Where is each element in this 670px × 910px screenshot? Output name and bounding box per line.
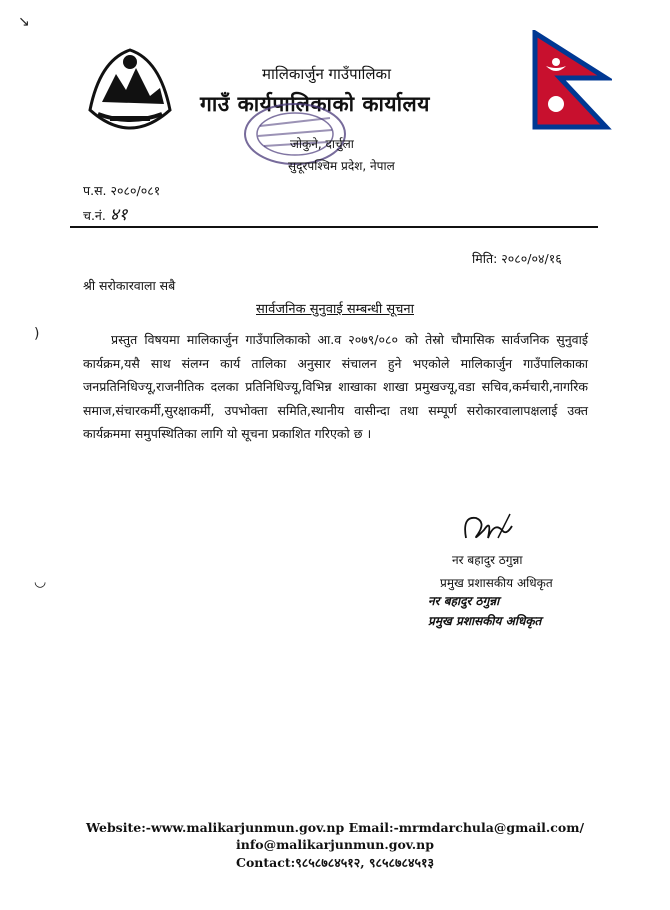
footer-website-email: Website:-www.malikarjunmun.gov.np Email:-mrmdarchula@gmail.com/ bbox=[85, 820, 585, 835]
cn-number bbox=[83, 202, 128, 225]
letter-body: प्रस्तुत विषयमा मालिकार्जुन गाउँपालिकाको आ.व २०७९/०८० को तेस्रो चौमासिक सार्वजनिक सुनुवाई कार्यक्रम,यसै साथ संलग्न कार्य तालिका अनुसार संचालन हुने भएकोले मालिकार्जुन गाउँपालिकाका जनप्रतिनिधिज्यू,राजनीतिक दलका प्रतिनिधिज्यू,विभिन्न शाखाका शाखा प्रमुखज्यू,वडा सचिव,कर्मचारी,नागरिक समाज,संचारकर्मी,सुरक्षाकर्मी, उपभोक्ता समिति,स्थानीय वासीन्दा तथा सम्पूर्ण सरोकारवालापक्षलाई उक्त कार्यक्रममा समुपस्थितिका लागि यो सूचना प्रकाशित गरिएको छ । bbox=[83, 332, 588, 441]
nepal-emblem-icon bbox=[80, 40, 180, 132]
punch-mark: ◡ bbox=[34, 574, 47, 590]
ps-number bbox=[83, 182, 160, 199]
header-divider bbox=[70, 226, 598, 228]
letter-date bbox=[472, 250, 562, 267]
office-province: सुदूरपश्चिम प्रदेश, नेपाल bbox=[288, 159, 395, 173]
name-stamp: नर बहादुर ठगुन्ना bbox=[428, 594, 500, 608]
footer-contact: Contact:९८५८७८४५१२, ९८५८७८४५१३ bbox=[236, 855, 434, 870]
subject-text: सार्वजनिक सुनुवाई सम्बन्धी सूचना bbox=[256, 302, 414, 317]
ps-value: २०८०/०८१ bbox=[110, 183, 161, 198]
scan-mark: ↘ bbox=[18, 14, 30, 30]
office-name: गाउँ कार्यपालिकाको कार्यालय bbox=[200, 92, 430, 116]
cn-label: च.नं. bbox=[83, 208, 106, 223]
date-value: २०८०/०४/१६ bbox=[501, 251, 562, 266]
cn-value: ४१ bbox=[109, 205, 128, 225]
municipality-name: मालिकार्जुन गाउँपालिका bbox=[262, 65, 391, 83]
recipient: श्री सरोकारवाला सबै bbox=[83, 278, 176, 293]
punch-mark: ) bbox=[34, 326, 40, 342]
subject-line bbox=[0, 299, 670, 317]
role-stamp: प्रमुख प्रशासकीय अधिकृत bbox=[428, 614, 542, 628]
nepal-flag-icon bbox=[532, 30, 612, 130]
office-address: जोकुने, दार्चुला bbox=[290, 137, 354, 151]
signatory-role: प्रमुख प्रशासकीय अधिकृत bbox=[440, 576, 553, 590]
footer-email-2: info@malikarjunmun.gov.np bbox=[236, 837, 434, 852]
signatory-name: नर बहादुर ठगुन्ना bbox=[452, 553, 523, 567]
ps-label: प.स. bbox=[83, 183, 107, 198]
date-label: मिति: bbox=[472, 251, 498, 266]
signature-icon bbox=[458, 508, 518, 548]
